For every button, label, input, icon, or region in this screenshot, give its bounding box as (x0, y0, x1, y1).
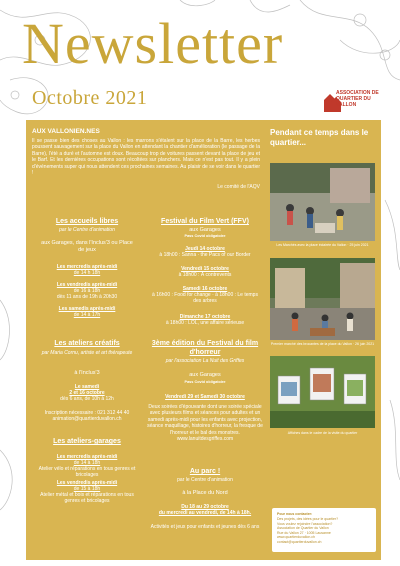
ffv-place: aux Garages (189, 227, 221, 233)
ffv-item-4-text: à 18h00 : LOL, une affaire sérieuse (165, 320, 245, 326)
intro-body: Il se passe bien des choses au Vallon : les marrons s'étalent sur la place de la Barre, les herbes poussent sauvagement sur la place du Vallon en attendant la chantier d'amélioration (le passage de la Barre), l'été a duré et l'automne est doux. Beaucoup trop de voitures passent devant la place de jeu et le Barf. Et les dernières occupations sont récoltées sur planchers. Mais ce n'est pas tout. Il y a plein d'événements super qui nous attendent ces prochaines semaines. Au plaisir de se voir dans le quartier ! (32, 138, 260, 177)
garages-item-2-detail: de 15 à 18h (73, 486, 101, 492)
sidebar-title: Pendant ce temps dans le quartier... (270, 128, 369, 147)
garages-item-1-detail: de 14 à 18h (73, 460, 101, 466)
garages-item-2-label: Les vendredis après-midi (56, 480, 118, 486)
accueils-item-3-detail: dès 11 ans de 19h à 20h30 (56, 294, 118, 300)
contact-website[interactable]: www.quartierduvallon.ch (277, 535, 315, 539)
newsletter-title: Newsletter (22, 11, 284, 76)
contact-line-4: Rue du Vallon 27 · 1005 Lausanne (277, 530, 331, 535)
ffv-heading: Festival du Film Vert (FFV) (161, 218, 249, 225)
intro-signature: Le comité de l'AQV (217, 184, 260, 190)
parc-place: à la Place du Nord (182, 490, 228, 496)
photo-caption-1: Les Marchés avec la place éclairée du Vallon · 25 juin 2021 (276, 243, 369, 247)
accueils-item-2-label: Les vendredis après-midi (56, 282, 118, 288)
parc-heading: Au parc ! (189, 468, 221, 475)
accueils-item-1-detail: de 14 h 18h (73, 270, 101, 276)
ateliers-creatifs-date-label: Le samedi (74, 384, 100, 390)
photo-caption-3: Affiches dans le cadre de la visite du quartier (287, 431, 358, 435)
ffv-note: Pass Covid obligatoire (184, 234, 226, 238)
issue-month: Octobre 2021 (32, 87, 148, 109)
horreur-subtitle: par l'association La Nuit des Griffes (165, 358, 245, 364)
ateliers-creatifs-subtitle: par Maria Cornu, artiste et art thérapeute (41, 350, 133, 356)
contact-line-3: Association de Quartier du Vallon (277, 526, 329, 530)
brocante-photo (270, 258, 375, 340)
ateliers-creatifs-email[interactable]: animation@quartierduvallon.ch (52, 416, 122, 422)
ffv-item-2-date: Vendredi 15 octobre (181, 266, 229, 272)
horreur-heading: 3ème édition du Festival du film d'horreur (151, 340, 259, 356)
ateliers-creatifs-date: 2 et 16 octobre (69, 390, 105, 396)
accueils-place: aux Garages, dans l'Inclus'3 ou Place de jeux (41, 240, 133, 253)
parc-date-1: Du 18 au 29 octobre (181, 504, 229, 510)
intro-heading: AUX VALLONIEN.NES (32, 128, 100, 135)
ateliers-creatifs-detail: dès 6 ans, de 10h à 12h (60, 396, 114, 402)
accueils-subtitle: par le Centre d'animation (59, 227, 115, 233)
ffv-item-3-text: à 16h00 : Food for change · à 18h00 : Le temps des arbres (152, 292, 258, 305)
accueils-item-2-detail: de 16 à 18h (73, 288, 101, 294)
contact-title: Pour nous contacter: (277, 512, 313, 516)
accueils-item-4-detail: de 14 à 17h (73, 312, 101, 318)
horreur-body: Deux soirées d'épouvante dont une soirée spéciale avec plusieurs films et séances pour adultes et un samedi après-midi pour les enfants avec projection, séance maquillage, histoires d'horreur, la fresque de l'horreur et le bal des monstres. www.lanuitdesgriffes.com (147, 404, 263, 443)
ateliers-creatifs-heading: Les ateliers créatifs (54, 340, 120, 347)
parc-date-2: du mercredi au vendredi, de 14h à 18h. (158, 510, 252, 516)
ateliers-creatifs-inscription: Inscription nécessaire : 021 312 44 40 (44, 410, 130, 416)
photo-caption-2: Premier marché des brocantes de la place du Vallon · 26 juin 2021 (270, 342, 375, 346)
accueils-heading: Les accueils libres (55, 218, 119, 225)
garages-item-1-text: Atelier vélo et réparations en tous genres et bricolages (38, 466, 136, 479)
ateliers-garages-heading: Les ateliers-garages (53, 438, 121, 445)
horreur-place: aux Garages (189, 372, 221, 378)
ateliers-creatifs-place: à l'Inclus'3 (74, 370, 100, 376)
association-logo-text: ASSOCIATION DE QUARTIER DU VALLON (336, 90, 379, 108)
contact-line-1: Des projets, des idées pour le quartier? (277, 517, 339, 521)
contact-line-2: Vous voulez rejoindre l'association? (277, 521, 333, 526)
ffv-item-4-date: Dimanche 17 octobre (179, 314, 231, 320)
street-market-photo (270, 163, 375, 241)
ffv-item-2-text: à 18h00 : À contrevents (178, 272, 232, 278)
horreur-note: Pass Covid obligatoire (184, 380, 226, 384)
horreur-date: Vendredi 29 et Samedi 30 octobre (165, 394, 245, 400)
accueils-item-4-label: Les samedis après-midi (58, 306, 116, 312)
accueils-item-1-label: Les mercredis après-midi (56, 264, 118, 270)
contact-box (272, 508, 376, 552)
parc-body: Activités et jeux pour enfants et jeunes dès 6 ans (150, 524, 260, 530)
ffv-item-3-date: Samedi 16 octobre (182, 286, 228, 292)
garages-item-2-text: Atelier métal et bois et réparations en tous genres et bricolages (40, 492, 134, 505)
parc-subtitle: par le Centre d'animation (177, 477, 233, 483)
contact-email[interactable]: contact@quartierduvallon.ch (277, 539, 322, 544)
ffv-item-1-text: à 18h00 : Sanna · the Pacs of our Border (159, 252, 251, 258)
ffv-item-1-date: Jeudi 14 octobre (185, 246, 225, 252)
garages-item-1-label: Les mercredis après-midi (56, 454, 118, 460)
posters-photo (270, 356, 375, 428)
